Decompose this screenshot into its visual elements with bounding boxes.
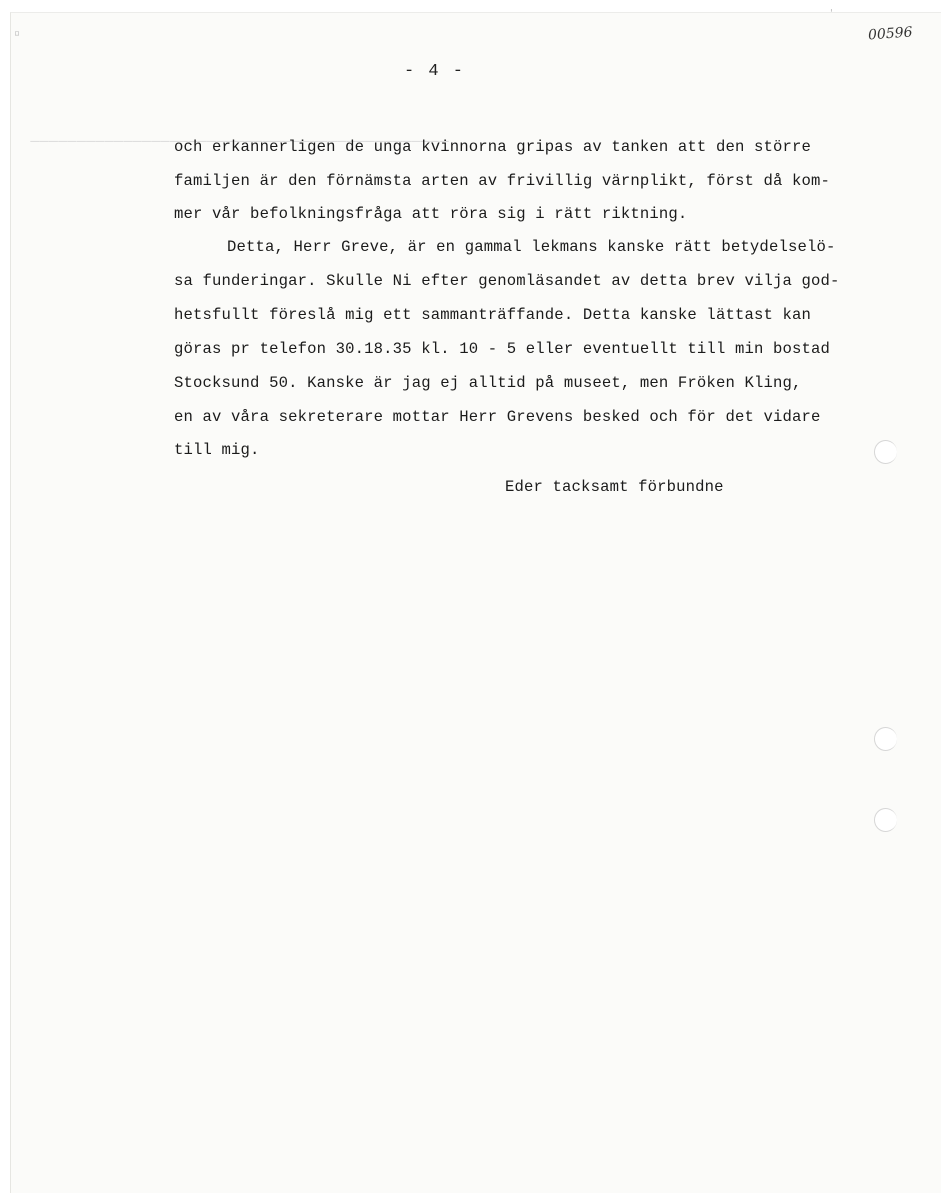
- letter-line: sa funderingar. Skulle Ni efter genomläsandet av detta brev vilja god-: [174, 272, 840, 290]
- punch-hole: [874, 727, 897, 751]
- punch-hole: [874, 808, 897, 832]
- letter-line: göras pr telefon 30.18.35 kl. 10 - 5 eller eventuellt till min bostad: [174, 340, 831, 358]
- letter-line: Stocksund 50. Kanske är jag ej alltid på museet, men Fröken Kling,: [174, 374, 802, 392]
- archive-id: 00596: [867, 24, 914, 44]
- margin-tick: ': [830, 8, 833, 19]
- letter-line: och erkannerligen de unga kvinnorna gripas av tanken att den större: [174, 138, 812, 156]
- letter-line: en av våra sekreterare mottar Herr Grevens besked och för det vidare: [174, 408, 821, 426]
- page-number: - 4 -: [404, 62, 466, 81]
- letter-closing: Eder tacksamt förbundne: [505, 478, 724, 496]
- letter-line: Detta, Herr Greve, är en gammal lekmans kanske rätt betydelselö-: [227, 238, 836, 256]
- reverse-side-show-through: _____________________________________________: [30, 128, 449, 145]
- letter-line: familjen är den förnämsta arten av frivillig värnplikt, först då kom-: [174, 172, 831, 190]
- corner-mark: ▫: [14, 28, 21, 39]
- letter-line: mer vår befolkningsfråga att röra sig i rätt riktning.: [174, 205, 688, 223]
- punch-hole: [874, 440, 897, 464]
- letter-line: till mig.: [174, 441, 260, 459]
- letter-line: hetsfullt föreslå mig ett sammanträffande. Detta kanske lättast kan: [174, 306, 812, 324]
